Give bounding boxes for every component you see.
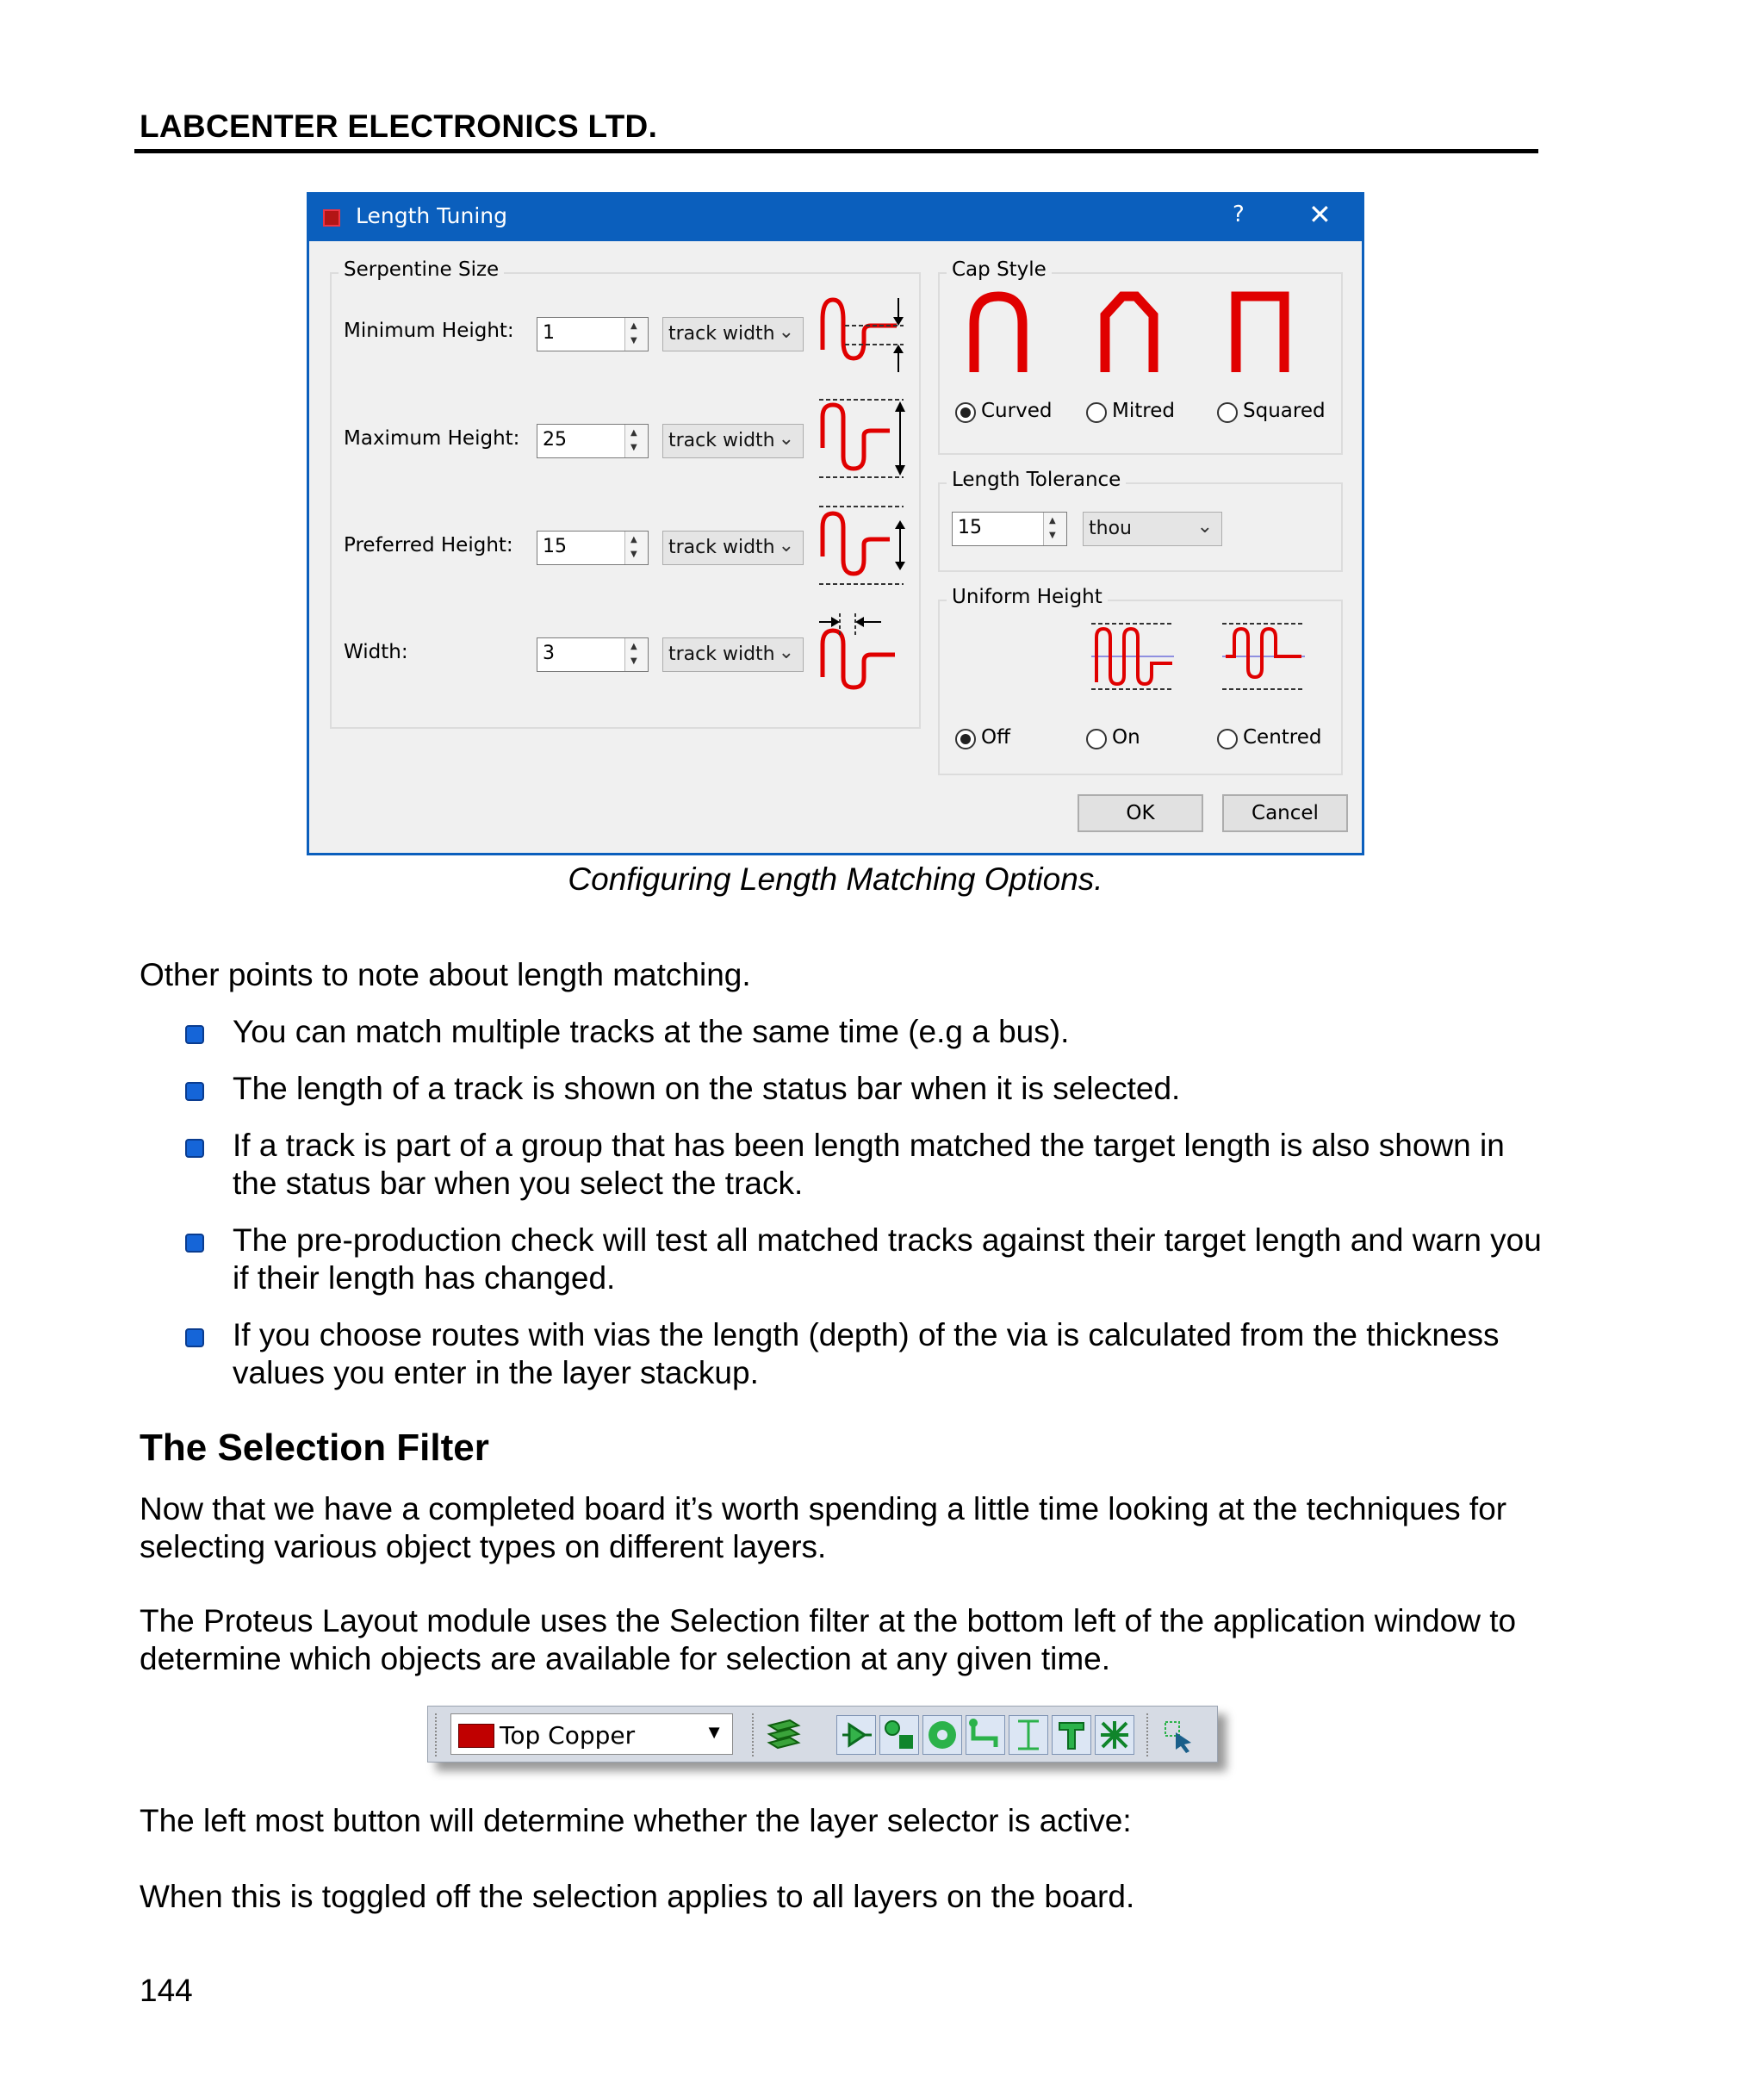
bullet-item: The length of a track is shown on the status bar when it is selected.	[233, 1071, 1181, 1106]
ok-button[interactable]: OK	[1078, 794, 1203, 832]
cap-mitred-label: Mitred	[1112, 400, 1175, 422]
dialog-titlebar	[309, 195, 1362, 241]
cap-curved-radio[interactable]	[955, 402, 976, 423]
cap-squared-label: Squared	[1243, 400, 1326, 422]
minimum-height-unit: track width	[668, 323, 775, 345]
maximum-height-unit: track width	[668, 430, 775, 451]
length-tuning-dialog	[307, 192, 1364, 855]
minimum-height-unit-select[interactable]	[662, 317, 804, 351]
via-icon	[923, 1716, 961, 1754]
section-heading: The Selection Filter	[140, 1427, 489, 1469]
help-button[interactable]: ?	[1233, 202, 1245, 227]
chevron-down-icon: ⌄	[778, 642, 794, 663]
preferred-height-unit: track width	[668, 537, 775, 558]
width-input[interactable]	[537, 637, 649, 672]
uniform-off-radio[interactable]	[955, 729, 976, 749]
uniform-centred-label: Centred	[1243, 726, 1322, 749]
via-filter-button[interactable]	[922, 1715, 962, 1755]
bullet-marker	[185, 1328, 204, 1347]
component-filter-button[interactable]	[836, 1715, 876, 1755]
bullet-marker	[185, 1025, 204, 1044]
bullet-item: If a track is part of a group that has been length matched the target length is also shown in the status bar when you select the track.	[233, 1128, 1505, 1201]
width-unit: track width	[668, 643, 775, 665]
toolbar-grip[interactable]	[752, 1713, 757, 1756]
preferred-height-spinner[interactable]: ▲ ▼	[624, 532, 648, 564]
maximum-height-unit-select[interactable]	[662, 424, 804, 458]
maximum-height-diagram-icon	[819, 396, 914, 482]
squared-cap-icon	[1227, 289, 1296, 376]
bullet-marker	[185, 1082, 204, 1101]
minimum-height-spinner[interactable]: ▲ ▼	[624, 318, 648, 351]
component-icon	[837, 1716, 875, 1754]
width-value: 3	[543, 643, 555, 664]
track-filter-button[interactable]	[966, 1715, 1005, 1755]
length-tolerance-unit: thou	[1089, 518, 1132, 539]
layer-selector[interactable]	[450, 1713, 733, 1755]
maximum-height-label: Maximum Height:	[344, 427, 520, 450]
header-rule	[134, 149, 1538, 153]
text-icon	[1053, 1716, 1090, 1754]
uniform-on-label: On	[1112, 726, 1140, 749]
uniform-on-icon	[1091, 620, 1177, 694]
selection-mode-icon[interactable]	[1160, 1717, 1198, 1753]
width-label: Width:	[344, 641, 408, 663]
minimum-height-diagram-icon	[819, 289, 914, 376]
paragraph: Now that we have a completed board it’s worth spending a little time looking at the techniques for selecting various object types on different layers.	[140, 1491, 1507, 1564]
cap-mitred-radio[interactable]	[1086, 402, 1107, 423]
layer-name: Top Copper	[500, 1721, 636, 1750]
uniform-height-label: Uniform Height	[947, 586, 1108, 608]
page-number: 144	[140, 1973, 193, 2008]
track-icon	[966, 1716, 1004, 1754]
chevron-down-icon: ⌄	[778, 428, 794, 450]
chevron-down-icon: ⌄	[1196, 516, 1213, 538]
maximum-height-spinner[interactable]: ▲ ▼	[624, 425, 648, 457]
selection-filter-toolbar	[427, 1706, 1218, 1763]
cap-curved-label: Curved	[981, 400, 1053, 422]
paragraph: The left most button will determine whether the layer selector is active:	[140, 1803, 1132, 1838]
bullet-item: The pre-production check will test all matched tracks against their target length and warn you if their length has changed.	[233, 1222, 1542, 1296]
length-tolerance-unit-select[interactable]	[1083, 512, 1222, 546]
bullet-item: You can match multiple tracks at the same time (e.g a bus).	[233, 1014, 1070, 1049]
width-diagram-icon	[819, 610, 914, 696]
mitred-cap-icon	[1096, 289, 1165, 376]
width-unit-select[interactable]	[662, 637, 804, 672]
preferred-height-label: Preferred Height:	[344, 534, 513, 556]
maximum-height-input[interactable]	[537, 424, 649, 458]
close-button[interactable]: ✕	[1308, 198, 1332, 231]
dialog-title: Length Tuning	[356, 203, 508, 228]
app-icon	[323, 209, 340, 227]
curved-cap-icon	[966, 289, 1034, 376]
maximum-height-value: 25	[543, 429, 567, 451]
minimum-height-input[interactable]	[537, 317, 649, 351]
dimension-icon	[1009, 1716, 1047, 1754]
chevron-down-icon: ⌄	[778, 321, 794, 343]
layer-color-swatch	[458, 1724, 494, 1748]
chevron-down-icon: ⌄	[778, 535, 794, 556]
paragraph: The Proteus Layout module uses the Selection filter at the bottom left of the application window to determine which objects are available for selection at any given time.	[140, 1603, 1517, 1676]
toolbar-grip[interactable]	[435, 1713, 440, 1756]
cancel-button[interactable]: Cancel	[1222, 794, 1348, 832]
preferred-height-input[interactable]	[537, 531, 649, 565]
pad-filter-button[interactable]	[879, 1715, 919, 1755]
length-tolerance-spinner[interactable]: ▲ ▼	[1043, 513, 1066, 545]
company-header: LABCENTER ELECTRONICS LTD.	[140, 109, 658, 144]
intro-text: Other points to note about length matching.	[140, 957, 751, 992]
minimum-height-label: Minimum Height:	[344, 320, 514, 342]
text-filter-button[interactable]	[1052, 1715, 1091, 1755]
toolbar-grip[interactable]	[1146, 1713, 1152, 1756]
layers-toggle-icon[interactable]	[764, 1717, 802, 1753]
bullet-marker	[185, 1139, 204, 1158]
preferred-height-value: 15	[543, 536, 567, 557]
uniform-centred-icon	[1222, 620, 1308, 694]
serpentine-size-label: Serpentine Size	[339, 258, 504, 281]
dropdown-arrow-icon: ▼	[705, 1721, 724, 1743]
graphics-icon	[1096, 1716, 1134, 1754]
width-spinner[interactable]: ▲ ▼	[624, 638, 648, 671]
dimension-filter-button[interactable]	[1009, 1715, 1048, 1755]
paragraph: When this is toggled off the selection applies to all layers on the board.	[140, 1879, 1135, 1914]
bullet-item: If you choose routes with vias the length (depth) of the via is calculated from the thickness values you enter in the layer stackup.	[233, 1317, 1500, 1390]
preferred-height-unit-select[interactable]	[662, 531, 804, 565]
bullet-marker	[185, 1234, 204, 1253]
minimum-height-value: 1	[543, 322, 555, 344]
preferred-height-diagram-icon	[819, 503, 914, 589]
figure-caption: Configuring Length Matching Options.	[568, 861, 1103, 897]
length-tolerance-label: Length Tolerance	[947, 469, 1126, 491]
length-tolerance-value: 15	[958, 517, 982, 538]
cap-style-label: Cap Style	[947, 258, 1052, 281]
uniform-on-radio[interactable]	[1086, 729, 1107, 749]
graphics-filter-button[interactable]	[1095, 1715, 1134, 1755]
length-tolerance-input[interactable]	[952, 512, 1067, 546]
uniform-off-label: Off	[981, 726, 1010, 749]
pad-icon	[880, 1716, 918, 1754]
uniform-centred-radio[interactable]	[1217, 729, 1238, 749]
cap-squared-radio[interactable]	[1217, 402, 1238, 423]
